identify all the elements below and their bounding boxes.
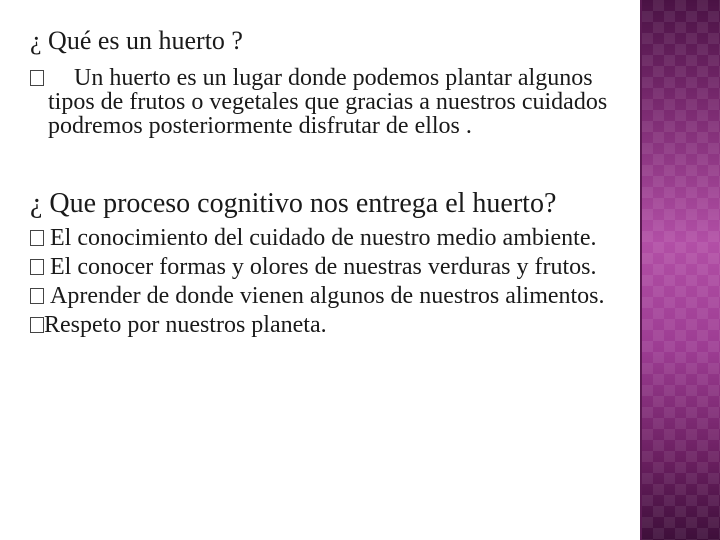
- list-item-text: Respeto por nuestros planeta.: [44, 312, 327, 338]
- list-item: [30, 226, 630, 250]
- list-item: [30, 284, 630, 308]
- bullet-list-2: [30, 226, 630, 337]
- list-item: [30, 313, 630, 337]
- heading-que-es-un-huerto: ¿ Qué es un huerto ?: [30, 26, 243, 55]
- list-item: [30, 255, 630, 279]
- list-item: [30, 66, 645, 138]
- heading-proceso-cognitivo: ¿ Que proceso cognitivo nos entrega el huerto?: [30, 188, 557, 219]
- decorative-side-band: [642, 0, 720, 540]
- bullet-box-icon: [30, 70, 44, 86]
- bullet-box-icon: [30, 288, 44, 304]
- bullet-box-icon: [30, 259, 44, 275]
- bullet-list-1: [30, 66, 645, 138]
- list-item-text: El conocimiento del cuidado de nuestro medio ambiente.: [50, 225, 597, 251]
- list-item-text: Aprender de donde vienen algunos de nuestros alimentos.: [50, 283, 605, 309]
- list-item-text: El conocer formas y olores de nuestras verduras y frutos.: [50, 254, 597, 280]
- bullet-box-icon: [30, 230, 44, 246]
- bullet-box-icon: [30, 317, 44, 333]
- list-item-text: Un huerto es un lugar donde podemos plantar algunos tipos de frutos o vegetales que gracias a nuestros cuidados podremos posteriormente disfrutar de ellos .: [48, 65, 608, 139]
